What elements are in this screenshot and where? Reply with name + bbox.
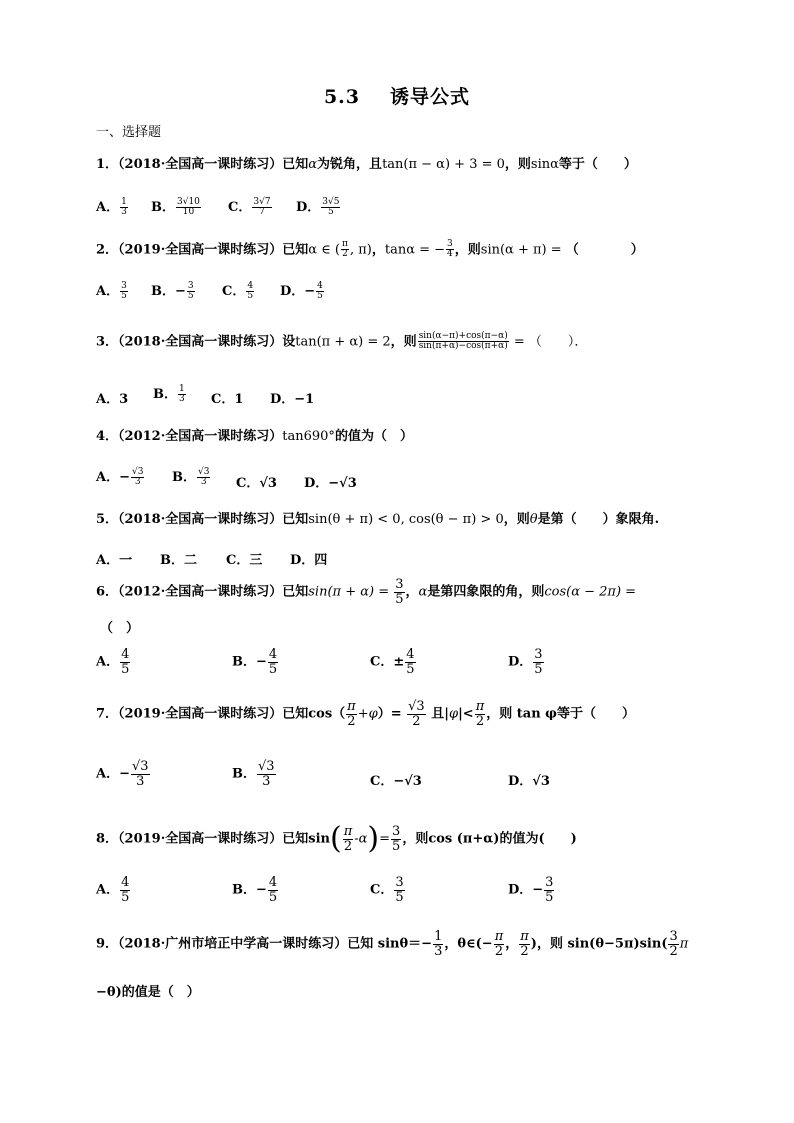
q4-option-d[interactable]: D．−√3 [304, 476, 357, 491]
q7-b-label: B． [232, 766, 256, 782]
num: 4 [317, 280, 323, 291]
den: 5 [268, 661, 278, 677]
q6-a-frac [120, 648, 130, 676]
q8-c-frac [394, 876, 404, 904]
num: 3 [121, 280, 127, 291]
den: 2 [342, 249, 348, 260]
q6-mid2: 是第四象限的角，则 [427, 584, 545, 600]
num: 3 [669, 929, 678, 944]
q9-head: 9．（2018·广州市培正中学高一课时练习）已知 sinθ＝− [96, 936, 433, 952]
den: 3 [434, 943, 443, 959]
den: 5 [268, 889, 278, 905]
den: 5 [247, 291, 254, 301]
q8-c-label: C． [370, 882, 394, 898]
q2-b-frac [187, 282, 195, 302]
den: 4 [447, 249, 453, 260]
num: √3 [198, 466, 210, 477]
num: 3 [534, 647, 543, 662]
q2-d-frac [316, 282, 324, 302]
q8-b-frac [268, 876, 278, 904]
num: 3 [545, 875, 554, 890]
q7-option-c[interactable]: C．−√3 [370, 774, 422, 789]
q9-line-2: −θ)的值是（ ） [96, 985, 200, 1000]
q2-b-label: B．− [151, 284, 186, 299]
q8-pi-frac [343, 825, 354, 853]
q3-b-frac [178, 385, 186, 405]
q8-lparen: ( [329, 821, 342, 856]
q4-head: 4．（2012·全国高一课时练习） [96, 429, 283, 444]
q6-frac [394, 578, 404, 606]
q9-mid: ，θ∈(− [444, 936, 493, 952]
num: π [342, 239, 348, 249]
den: 3 [200, 477, 207, 487]
q6-mid: ， [405, 584, 419, 600]
q2-a-label: A． [96, 284, 120, 299]
den: 3 [136, 773, 145, 789]
q2-option-a[interactable] [96, 280, 129, 301]
q7-pi2-frac [475, 700, 486, 728]
q5-tail: 是第（ ）象限角. [537, 512, 660, 527]
q2-option-b[interactable] [151, 280, 196, 301]
q3-b-label: B． [153, 387, 177, 402]
q8-tail: ，则cos (π+α)的值为( ) [402, 831, 577, 847]
q7-pi-frac [346, 700, 357, 728]
q6-c-label: C．± [370, 654, 405, 670]
num: 4 [268, 647, 278, 662]
q3-tail: = （ ）． [509, 334, 588, 350]
q7-close: ）= [377, 706, 407, 722]
q6-b-label: B．− [232, 654, 267, 670]
num: 3 [447, 239, 453, 249]
q8-rparen: ) [367, 821, 380, 856]
q4-option-a[interactable] [96, 466, 145, 487]
q1-equation: tan(π − α) + 3 = 0 [382, 157, 505, 172]
den: 10 [182, 207, 195, 217]
q2-a-frac [120, 282, 128, 302]
q7-plus: +φ [357, 706, 378, 722]
q6-paren: （ ） [100, 621, 140, 636]
q1-option-a[interactable] [96, 196, 129, 217]
q7-option-b[interactable] [232, 760, 277, 788]
q8-minus: -α [354, 831, 368, 847]
den: 5 [317, 291, 323, 301]
den: 2 [669, 943, 678, 959]
q7-tail: ，则 tan φ等于（ ） [486, 706, 635, 722]
num: 3 [187, 280, 194, 291]
q3-option-d[interactable]: D．−1 [270, 392, 315, 407]
q9-frac-3 [519, 930, 530, 958]
q1-alpha: α [308, 157, 318, 172]
q8-a-frac [120, 876, 130, 904]
q2-pi-frac [341, 240, 349, 260]
q4-option-c[interactable]: C．√3 [236, 476, 277, 491]
num: 3 [395, 577, 404, 592]
num: 1 [121, 196, 127, 207]
den: 5 [187, 291, 194, 301]
q6-expr: sin(π + α) = [308, 584, 394, 600]
num: 4 [406, 647, 415, 662]
q9-frac-4 [668, 930, 678, 958]
title-text: 诱导公式 [390, 86, 471, 108]
num: π [347, 699, 356, 714]
q2-cond1: α ∈ ( [308, 242, 341, 258]
q5-option-b[interactable]: B．二 [160, 553, 197, 568]
q3-option-a[interactable]: A．3 [96, 392, 129, 407]
q2-c-frac [246, 282, 254, 302]
den: 7 [259, 207, 265, 217]
q6-c-frac [405, 648, 415, 676]
q3-option-c[interactable]: C．1 [211, 392, 244, 407]
num: 4 [247, 280, 254, 291]
q1-d-frac [321, 198, 340, 218]
q2-tail: （ ） [565, 242, 644, 258]
q2-tan-frac [446, 240, 454, 260]
den: 5 [545, 889, 554, 905]
q4-b-frac [197, 468, 210, 488]
num: √3 [131, 759, 149, 774]
question-4 [96, 430, 413, 443]
num: √3 [258, 759, 275, 774]
q5-head: 5．（2018·全国高一课时练习）已知 [96, 512, 309, 527]
q7-mid: 且| [426, 706, 449, 722]
den: 2 [347, 713, 356, 729]
num: 3 [392, 823, 401, 839]
q6-expr2: cos(α − 2π) = [544, 584, 637, 600]
question-6 [96, 578, 636, 606]
q6-option-d[interactable] [508, 648, 545, 676]
q8-option-b[interactable] [232, 876, 279, 904]
q4-a-frac [131, 468, 144, 488]
den: 2 [520, 943, 529, 959]
q1-b-label: B． [151, 200, 175, 215]
num: 3√10 [177, 196, 200, 207]
q6-head: 6．（2012·全国高一课时练习）已知 [96, 584, 309, 600]
q1-sin: sinα [530, 157, 559, 172]
num: 4 [268, 875, 278, 890]
q2-sep: ， [371, 242, 385, 258]
den: 5 [395, 591, 404, 607]
q7-mid2: |< [458, 706, 474, 722]
q3-frac [418, 332, 509, 352]
q8-option-a[interactable] [96, 876, 131, 904]
den: 2 [412, 713, 421, 729]
q7-a-label: A．− [96, 766, 130, 782]
q2-head: 2．（2019·全国高一课时练习）已知 [96, 242, 309, 258]
q3-cond: tan(π + α) = 2 [295, 334, 391, 350]
den: 3 [179, 394, 185, 404]
question-5 [96, 513, 659, 526]
q1-option-b[interactable] [151, 196, 202, 217]
question-3 [96, 332, 587, 352]
den: 5 [392, 838, 401, 854]
q5-mid: ，则 [503, 512, 530, 527]
den: 5 [121, 889, 130, 905]
q2-mid: ，则 [454, 242, 481, 258]
question-9 [96, 930, 688, 958]
q1-c-label: C． [228, 200, 252, 215]
num: π [520, 929, 529, 944]
q1-b-frac [176, 198, 201, 218]
q1-a-frac [120, 198, 128, 218]
q6-b-frac [268, 648, 278, 676]
q2-option-d[interactable] [280, 280, 325, 301]
q7-phi: φ [448, 706, 459, 722]
q5-cond: sin(θ + π) < 0, cos(θ − π) > 0 [308, 512, 504, 527]
q8-head: 8．（2019·全国高一课时练习）已知sin [96, 831, 330, 847]
q1-a-label: A． [96, 200, 120, 215]
den: 5 [406, 661, 415, 677]
den: 5 [121, 661, 130, 677]
q6-a-label: A． [96, 654, 120, 670]
q1-tail: 等于（ ） [558, 157, 637, 172]
q8-d-label: D．− [508, 882, 544, 898]
num: 3√7 [253, 196, 271, 207]
q7-a-frac [131, 760, 150, 788]
num: 1 [434, 929, 443, 944]
q2-cond1b: , π) [349, 242, 372, 258]
q8-b-label: B．− [232, 882, 267, 898]
num: π [475, 699, 485, 714]
q9-mid2: )，则 sin(θ−5π)sin( [530, 936, 668, 952]
q6-option-c[interactable] [370, 648, 417, 676]
num: 3 [395, 875, 404, 890]
q8-option-c[interactable] [370, 876, 406, 904]
q3-option-b[interactable] [153, 383, 187, 404]
q7-root-frac [407, 700, 426, 728]
q9-pi: π [679, 936, 689, 952]
q3-head: 3．（2018·全国高一课时练习）设 [96, 334, 296, 350]
q1-d-label: D． [296, 200, 321, 215]
den: 5 [328, 207, 334, 217]
q8-a-label: A． [96, 882, 120, 898]
q2-option-c[interactable] [222, 280, 255, 301]
q4-option-b[interactable] [172, 466, 211, 487]
q9-frac-2 [494, 930, 505, 958]
q6-alpha: α [418, 584, 428, 600]
num: 1 [179, 383, 185, 394]
num: √3 [131, 466, 144, 477]
q4-tail: 的值为（ ） [334, 429, 413, 444]
question-7 [96, 700, 635, 728]
q4-a-label: A．− [96, 470, 130, 485]
q1-option-c[interactable] [228, 196, 273, 217]
q3-mid: ，则 [390, 334, 417, 350]
den: 3 [262, 773, 271, 789]
den: 3 [121, 207, 127, 217]
den: 5 [121, 291, 127, 301]
q8-frac [391, 825, 401, 853]
q5-theta: θ [529, 512, 538, 527]
q6-d-frac [533, 648, 543, 676]
q5-option-a[interactable]: A．一 [96, 553, 133, 568]
q5-option-d[interactable]: D．四 [290, 553, 328, 568]
q5-option-c[interactable]: C．三 [226, 553, 263, 568]
num: π [494, 929, 504, 944]
num: π [343, 823, 353, 839]
question-8 [96, 821, 577, 856]
q8-d-frac [544, 876, 554, 904]
question-1 [96, 158, 637, 171]
q7-option-a[interactable] [96, 760, 151, 788]
den: sin(π+α)−cos(π+α) [418, 341, 508, 352]
q1-head: 1．（2018·全国高一课时练习）已知 [96, 157, 309, 172]
q1-c-frac [252, 198, 271, 218]
den: 2 [475, 713, 485, 729]
q2-d-label: D．− [280, 284, 316, 299]
q2-c-label: C． [222, 284, 246, 299]
q7-option-d[interactable]: D．√3 [508, 774, 550, 789]
num: sin(α−π)+cos(π−α) [418, 331, 508, 341]
q1-mid2: ，则 [504, 157, 531, 172]
num: √3 [408, 699, 425, 714]
den: 2 [343, 838, 353, 854]
q8-option-d[interactable] [508, 876, 555, 904]
den: 3 [134, 477, 141, 487]
q4-b-label: B． [172, 470, 196, 485]
den: 2 [494, 943, 504, 959]
den: 5 [395, 889, 404, 905]
q1-mid1: 为锐角，且 [317, 157, 383, 172]
num: 4 [121, 647, 130, 662]
q9-sep: ， [505, 936, 519, 952]
page-title [0, 82, 794, 109]
q2-expr: sin(α + π) = [480, 242, 566, 258]
q4-expr: tan690° [282, 429, 335, 444]
den: 5 [534, 661, 543, 677]
q6-d-label: D． [508, 654, 533, 670]
q9-frac-1 [433, 930, 443, 958]
q7-head: 7．（2019·全国高一课时练习）已知cos（ [96, 706, 346, 722]
q6-option-a[interactable] [96, 648, 131, 676]
q2-cond2: tanα = − [384, 242, 446, 258]
q8-eq: = [379, 831, 391, 847]
q7-b-frac [257, 760, 276, 788]
q6-option-b[interactable] [232, 648, 279, 676]
num: 3√5 [322, 196, 340, 207]
question-2 [96, 240, 644, 260]
section-heading: 一、选择题 [96, 125, 162, 140]
num: 4 [121, 875, 130, 890]
q1-option-d[interactable] [296, 196, 341, 217]
title-number: 5.3 [323, 86, 361, 108]
